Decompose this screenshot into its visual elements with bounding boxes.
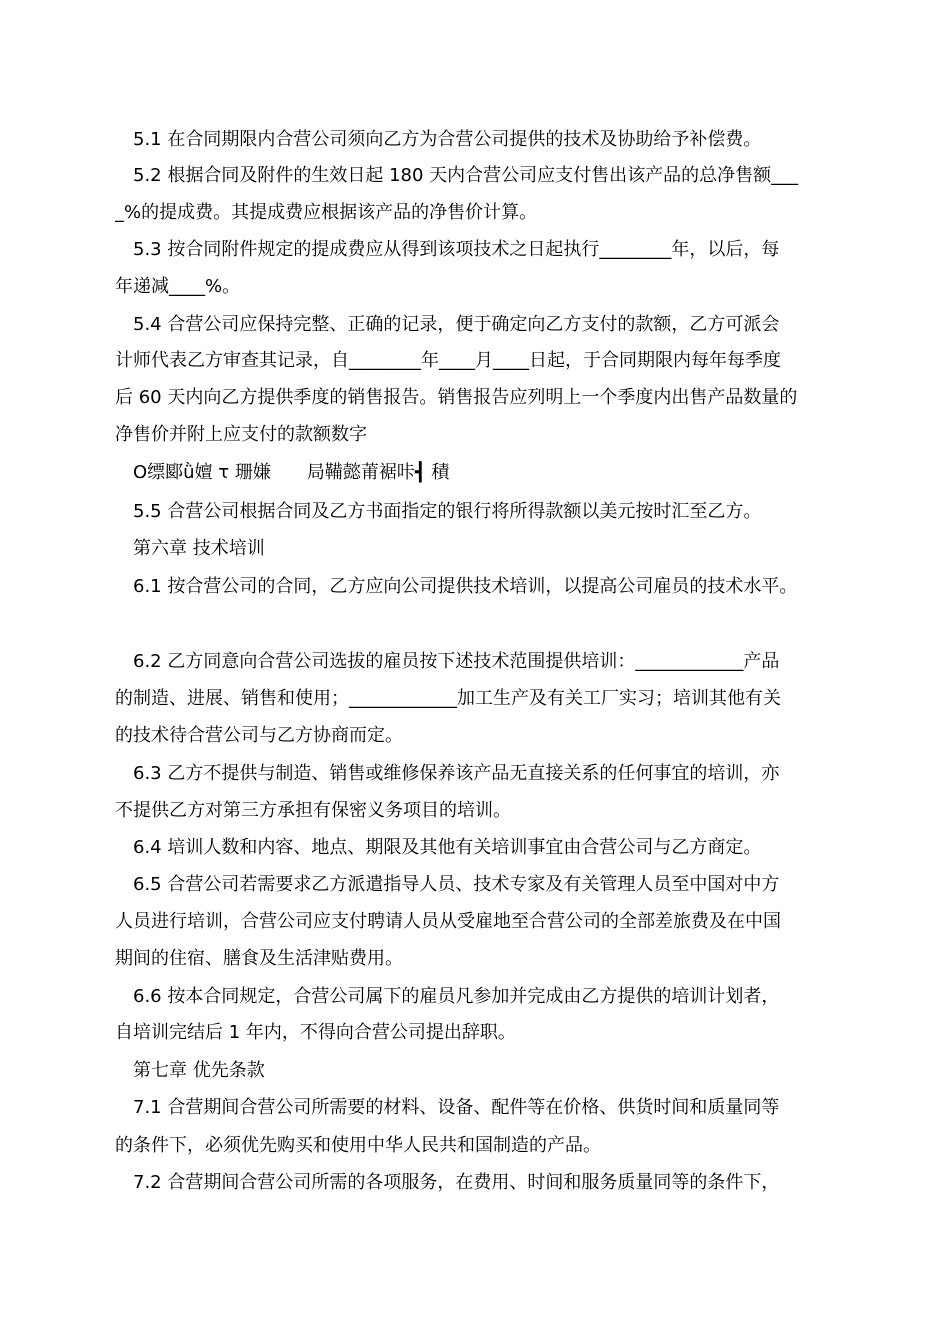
clause-5-2-line-2: _%的提成费。其提成费应根据该产品的净售价计算。 (115, 202, 538, 223)
garbled-text-line: O缥郾ǜ嬗 τ 珊嫌 局鞴懿莆裾咔┫ 積 (133, 462, 450, 483)
clause-6-6-line-2: 自培训完结后 1 年内，不得向合营公司提出辞职。 (115, 1022, 516, 1043)
clause-6-4: 6.4 培训人数和内容、地点、期限及其他有关培训事宜由合营公司与乙方商定。 (133, 837, 762, 858)
clause-6-5-line-2: 人员进行培训，合营公司应支付聘请人员从受雇地至合营公司的全部差旅费及在中国 (115, 911, 781, 932)
clause-5-4-line-1: 5.4 合营公司应保持完整、正确的记录，便于确定向乙方支付的款额，乙方可派会 (133, 314, 780, 335)
clause-6-1: 6.1 按合营公司的合同，乙方应向公司提供技术培训，以提高公司雇员的技术水平。 (133, 576, 798, 597)
clause-6-3-line-1: 6.3 乙方不提供与制造、销售或维修保养该产品无直接关系的任何事宜的培训，亦 (133, 763, 780, 784)
clause-5-3-line-2: 年递减____%。 (115, 276, 241, 297)
clause-7-1-line-2: 的条件下，必须优先购买和使用中华人民共和国制造的产品。 (115, 1135, 601, 1156)
clause-6-5-line-1: 6.5 合营公司若需要求乙方派遣指导人员、技术专家及有关管理人员至中国对中方 (133, 874, 780, 895)
clause-5-4-line-2: 计师代表乙方审查其记录，自________年____月____日起，于合同期限内每年每季度 (115, 350, 781, 371)
chapter-6-heading: 第六章 技术培训 (133, 538, 265, 559)
clause-6-3-line-2: 不提供乙方对第三方承担有保密义务项目的培训。 (115, 800, 511, 821)
clause-6-5-line-3: 期间的住宿、膳食及生活津贴费用。 (115, 948, 403, 969)
clause-6-2-line-1: 6.2 乙方同意向合营公司选拔的雇员按下述技术范围提供培训：____________产品 (133, 651, 780, 672)
clause-6-6-line-1: 6.6 按本合同规定，合营公司属下的雇员凡参加并完成由乙方提供的培训计划者， (133, 986, 780, 1007)
clause-6-2-line-2: 的制造、进展、销售和使用；____________加工生产及有关工厂实习；培训其他有关 (115, 688, 781, 709)
clause-7-2-line-1: 7.2 合营期间合营公司所需的各项服务，在费用、时间和服务质量同等的条件下， (133, 1172, 780, 1193)
clause-5-4-line-4: 净售价并附上应支付的款额数字 (115, 424, 367, 445)
clause-5-2-line-1: 5.2 根据合同及附件的生效日起 180 天内合营公司应支付售出该产品的总净售额___ (133, 165, 799, 186)
clause-5-3-line-1: 5.3 按合同附件规定的提成费应从得到该项技术之日起执行________年，以后，每 (133, 239, 780, 260)
clause-5-1: 5.1 在合同期限内合营公司须向乙方为合营公司提供的技术及协助给予补偿费。 (133, 129, 762, 150)
clause-5-5: 5.5 合营公司根据合同及乙方书面指定的银行将所得款额以美元按时汇至乙方。 (133, 501, 762, 522)
chapter-7-heading: 第七章 优先条款 (133, 1060, 265, 1081)
clause-6-2-line-3: 的技术待合营公司与乙方协商而定。 (115, 725, 403, 746)
clause-5-4-line-3: 后 60 天内向乙方提供季度的销售报告。销售报告应列明上一个季度内出售产品数量的 (115, 387, 798, 408)
clause-7-1-line-1: 7.1 合营期间合营公司所需要的材料、设备、配件等在价格、供货时间和质量同等 (133, 1097, 780, 1118)
